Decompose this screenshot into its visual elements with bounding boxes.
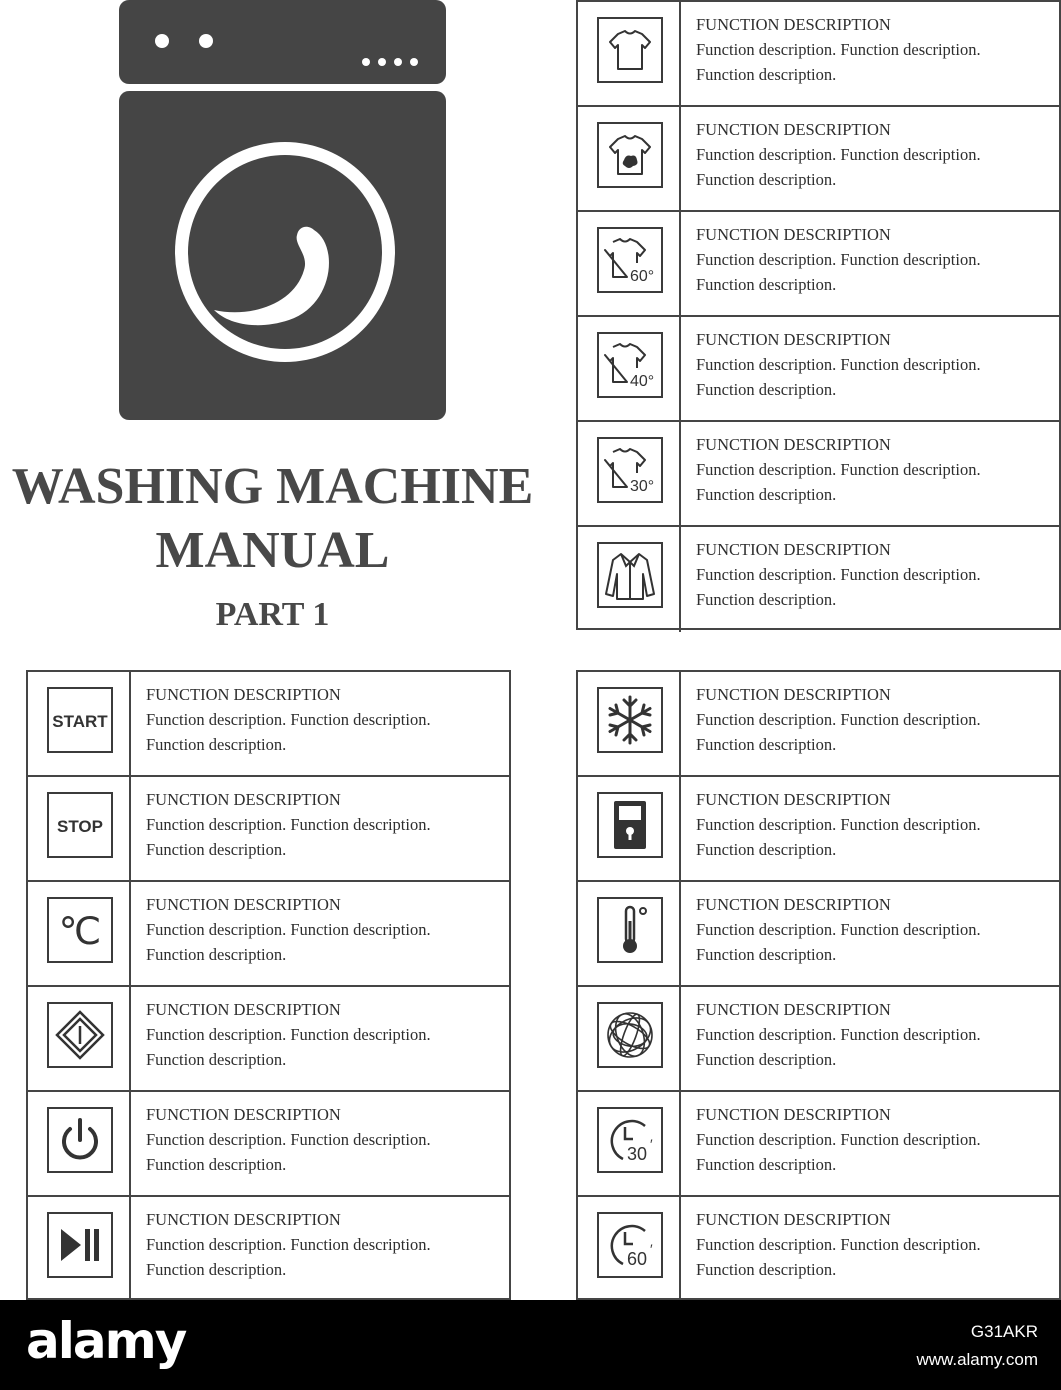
- icon-cell: [28, 672, 131, 775]
- function-text: [696, 997, 981, 1072]
- panel-top-right: [576, 0, 1061, 630]
- function-line-1: Function description. Function description.: [696, 40, 981, 59]
- start-icon: [47, 687, 113, 753]
- function-line-2: Function description.: [696, 735, 837, 754]
- function-line-1: Function description. Function description.: [146, 1025, 431, 1044]
- function-line-2: Function description.: [696, 840, 837, 859]
- tshirt-icon: [597, 17, 663, 83]
- function-heading: FUNCTION DESCRIPTION: [696, 330, 891, 349]
- timer-label: 30: [627, 1144, 648, 1164]
- function-line-1: Function description. Function description.: [696, 250, 981, 269]
- function-line-1: Function description. Function description.: [146, 920, 431, 939]
- function-heading: FUNCTION DESCRIPTION: [146, 1105, 341, 1124]
- panel-bottom-right: [576, 670, 1061, 1300]
- function-row: [28, 1197, 509, 1302]
- function-text: [696, 787, 981, 862]
- function-row: [578, 777, 1059, 882]
- function-row: [578, 527, 1059, 632]
- washing-machine-illustration: [119, 0, 447, 420]
- footer-logo: alamy: [26, 1312, 186, 1370]
- function-row: [578, 107, 1059, 212]
- icon-cell: [578, 1197, 681, 1302]
- function-text: [696, 682, 981, 757]
- function-row: [578, 987, 1059, 1092]
- icon-cell: [578, 2, 681, 105]
- timer-prime: ′: [650, 1241, 653, 1257]
- function-heading: FUNCTION DESCRIPTION: [146, 685, 341, 704]
- function-line-2: Function description.: [146, 1155, 287, 1174]
- function-line-2: Function description.: [696, 590, 837, 609]
- function-heading: FUNCTION DESCRIPTION: [696, 540, 891, 559]
- function-text: [696, 892, 981, 967]
- panel-bottom-left: [26, 670, 511, 1300]
- function-line-2: Function description.: [696, 380, 837, 399]
- icon-cell: [578, 527, 681, 632]
- stained-tshirt-icon: [597, 122, 663, 188]
- stop-icon: [47, 792, 113, 858]
- start-label: START: [52, 712, 108, 731]
- function-line-1: Function description. Function description.: [696, 1130, 981, 1149]
- function-line-1: Function description. Function description.: [146, 1130, 431, 1149]
- function-line-2: Function description.: [696, 1260, 837, 1279]
- temp-label: 40°: [630, 373, 655, 390]
- function-heading: FUNCTION DESCRIPTION: [696, 1105, 891, 1124]
- function-row: [578, 672, 1059, 777]
- celsius-icon: [47, 897, 113, 963]
- function-text: [146, 1207, 431, 1282]
- wool-icon: [597, 1002, 663, 1068]
- function-text: [696, 12, 981, 87]
- icon-cell: [578, 107, 681, 210]
- function-row: [578, 2, 1059, 107]
- function-text: [146, 997, 431, 1072]
- function-line-1: Function description. Function description.: [696, 1025, 981, 1044]
- function-line-2: Function description.: [696, 485, 837, 504]
- function-row: [28, 777, 509, 882]
- function-line-2: Function description.: [146, 1050, 287, 1069]
- function-row: [578, 212, 1059, 317]
- function-row: [28, 672, 509, 777]
- timer-label: 60: [627, 1249, 648, 1269]
- snowflake-icon: [597, 687, 663, 753]
- timer-prime: ′: [650, 1136, 653, 1152]
- function-line-1: Function description. Function description.: [696, 355, 981, 374]
- function-text: [696, 1102, 981, 1177]
- function-line-1: Function description. Function description.: [696, 815, 981, 834]
- function-heading: FUNCTION DESCRIPTION: [696, 435, 891, 454]
- function-heading: FUNCTION DESCRIPTION: [696, 1210, 891, 1229]
- function-heading: FUNCTION DESCRIPTION: [696, 790, 891, 809]
- function-row: [578, 1092, 1059, 1197]
- play-pause-icon: [47, 1212, 113, 1278]
- title-line-2: MANUAL: [155, 522, 390, 579]
- function-line-2: Function description.: [696, 170, 837, 189]
- function-line-1: Function description. Function description.: [696, 710, 981, 729]
- function-text: [696, 327, 981, 402]
- function-line-2: Function description.: [696, 1155, 837, 1174]
- title-line-1: WASHING MACHINE: [11, 458, 534, 515]
- icon-cell: [28, 987, 131, 1090]
- icon-cell: [578, 777, 681, 880]
- function-line-2: Function description.: [146, 1260, 287, 1279]
- temp-label: 30°: [630, 478, 655, 495]
- function-line-1: Function description. Function description.: [146, 815, 431, 834]
- icon-cell: [28, 882, 131, 985]
- diamond-icon: [47, 1002, 113, 1068]
- tshirt-40-icon: [597, 332, 663, 398]
- function-line-1: Function description. Function description.: [146, 1235, 431, 1254]
- function-heading: FUNCTION DESCRIPTION: [146, 790, 341, 809]
- function-heading: FUNCTION DESCRIPTION: [696, 15, 891, 34]
- door-lock-icon: [597, 792, 663, 858]
- function-row: [28, 987, 509, 1092]
- function-line-2: Function description.: [146, 735, 287, 754]
- temp-label: 60°: [630, 268, 655, 285]
- function-line-1: Function description. Function description.: [696, 1235, 981, 1254]
- title-part: PART 1: [215, 596, 330, 633]
- function-heading: FUNCTION DESCRIPTION: [696, 685, 891, 704]
- icon-cell: [28, 1197, 131, 1302]
- function-heading: FUNCTION DESCRIPTION: [696, 225, 891, 244]
- footer-image-id: G31AKR: [970, 1322, 1038, 1341]
- icon-cell: [28, 1092, 131, 1195]
- function-heading: FUNCTION DESCRIPTION: [146, 1210, 341, 1229]
- function-text: [696, 1207, 981, 1282]
- function-row: [578, 882, 1059, 987]
- function-line-1: Function description. Function description.: [696, 920, 981, 939]
- function-row: [578, 422, 1059, 527]
- timer-60-icon: [597, 1212, 663, 1278]
- function-line-2: Function description.: [696, 1050, 837, 1069]
- function-text: [696, 222, 981, 297]
- celsius-label: ℃: [58, 911, 102, 953]
- tshirt-30-icon: [597, 437, 663, 503]
- function-line-2: Function description.: [146, 840, 287, 859]
- thermometer-icon: [597, 897, 663, 963]
- function-line-2: Function description.: [146, 945, 287, 964]
- function-line-1: Function description. Function description.: [146, 710, 431, 729]
- function-text: [696, 537, 981, 612]
- function-heading: FUNCTION DESCRIPTION: [146, 1000, 341, 1019]
- icon-cell: [578, 672, 681, 775]
- function-line-2: Function description.: [696, 275, 837, 294]
- function-line-1: Function description. Function description.: [696, 145, 981, 164]
- icon-cell: [578, 1092, 681, 1195]
- function-text: [696, 117, 981, 192]
- tshirt-60-icon: [597, 227, 663, 293]
- function-heading: FUNCTION DESCRIPTION: [696, 1000, 891, 1019]
- icon-cell: [28, 777, 131, 880]
- manual-title: [0, 455, 545, 637]
- function-row: [578, 1197, 1059, 1302]
- function-row: [578, 317, 1059, 422]
- function-heading: FUNCTION DESCRIPTION: [146, 895, 341, 914]
- power-icon: [47, 1107, 113, 1173]
- icon-cell: [578, 987, 681, 1090]
- function-heading: FUNCTION DESCRIPTION: [696, 120, 891, 139]
- function-text: [146, 787, 431, 862]
- function-text: [146, 1102, 431, 1177]
- function-row: [28, 882, 509, 987]
- icon-cell: [578, 317, 681, 420]
- function-line-1: Function description. Function description.: [696, 565, 981, 584]
- footer-url: www.alamy.com: [916, 1350, 1038, 1369]
- function-line-1: Function description. Function description.: [696, 460, 981, 479]
- footer-bar: [0, 1300, 1061, 1390]
- function-heading: FUNCTION DESCRIPTION: [696, 895, 891, 914]
- icon-cell: [578, 422, 681, 525]
- function-line-2: Function description.: [696, 945, 837, 964]
- function-row: [28, 1092, 509, 1197]
- timer-30-icon: [597, 1107, 663, 1173]
- function-line-2: Function description.: [696, 65, 837, 84]
- stop-label: STOP: [57, 817, 103, 836]
- shirt-icon: [597, 542, 663, 608]
- function-text: [146, 682, 431, 757]
- icon-cell: [578, 212, 681, 315]
- function-text: [146, 892, 431, 967]
- function-text: [696, 432, 981, 507]
- icon-cell: [578, 882, 681, 985]
